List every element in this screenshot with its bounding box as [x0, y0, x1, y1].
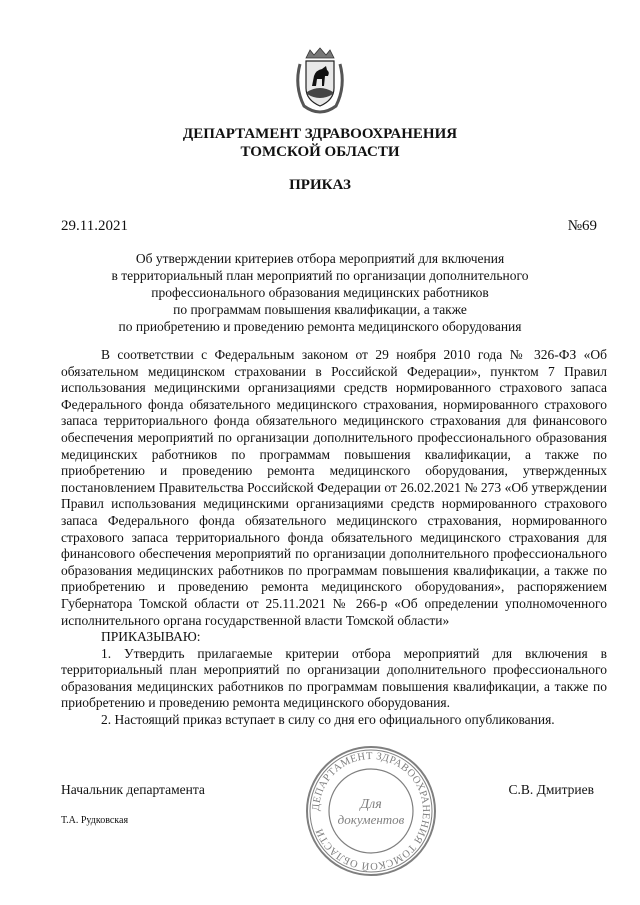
document-type: ПРИКАЗ [289, 177, 351, 193]
signer-name: С.В. Дмитриев [508, 782, 594, 797]
order-item-2: 2. Настоящий приказ вступает в силу со дня его официального опубликования. [101, 712, 555, 728]
stamp-ring-text: ДЕПАРТАМЕНТ ЗДРАВООХРАНЕНИЯ ТОМСКОЙ ОБЛАСТИ [310, 750, 432, 872]
subject-line: Об утверждении критериев отбора мероприятий для включения [135, 251, 505, 266]
document-subject [80, 250, 560, 335]
subject-line: в территориальный план мероприятий по организации дополнительного [111, 268, 529, 283]
document-number: №69 [567, 218, 597, 234]
org-name-line1: ДЕПАРТАМЕНТ ЗДРАВООХРАНЕНИЯ [182, 126, 458, 142]
subject-line: по приобретению и проведению ремонта медицинского оборудования [118, 319, 522, 334]
stamp-center-line2: документов [337, 812, 405, 827]
org-name-line2: ТОМСКОЙ ОБЛАСТИ [240, 144, 400, 160]
official-stamp [304, 744, 438, 878]
document-body [61, 347, 607, 729]
executor-name: Т.А. Рудковская [61, 815, 129, 826]
stamp-center-line1: Для [360, 797, 382, 812]
order-word: ПРИКАЗЫВАЮ: [101, 629, 201, 645]
document-date: 29.11.2021 [61, 218, 128, 234]
coat-of-arms-icon [292, 46, 348, 116]
signer-title: Начальник департамента [61, 782, 205, 797]
subject-line: по программам повышения квалификации, а также [173, 302, 467, 317]
preamble-paragraph: В соответствии с Федеральным законом от 29 ноября 2010 года № 326-ФЗ «Об обязательном медицинском страховании в Российской Федерации», пунктом 7 Правил использования медицинскими организациями средств нормированного страхового запаса Федерального фонда обязательного медицинского страхования, нормированного страхового запаса территориального фонда обязательного медицинского страхования для финансового обеспечения мероприятий по организации дополнительного профессионального образования медицинских работников по программам повышения квалификации, а также по приобретению и проведению ремонта медицинского оборудования, утвержденных постановлением Правительства Российской Федерации от 26.02.2021 № 273 «Об утверждении Правил использования медицинскими организациями средств нормированного страхового запаса Федерального фонда обязательного медицинского страхования, нормированного страхового запаса территориального фонда обязательного медицинского страхования для финансового обеспечения мероприятий по организации дополнительного профессионального образования медицинских работников по программам повышения квалификации, а также по приобретению и проведению ремонта медицинского оборудования», распоряжением Губернатора Томской области от 25.11.2021 № 266-р «Об определении уполномоченного исполнительного органа государственной власти Томской области» [61, 347, 607, 628]
order-item-1: 1. Утвердить прилагаемые критерии отбора мероприятий для включения в территориальный план мероприятий по организации дополнительного профессионального образования медицинских работников по программам повышения квалификации, а также по приобретению и проведению ремонта медицинского оборудования. [61, 645, 607, 711]
subject-line: профессионального образования медицинских работников [151, 285, 489, 300]
